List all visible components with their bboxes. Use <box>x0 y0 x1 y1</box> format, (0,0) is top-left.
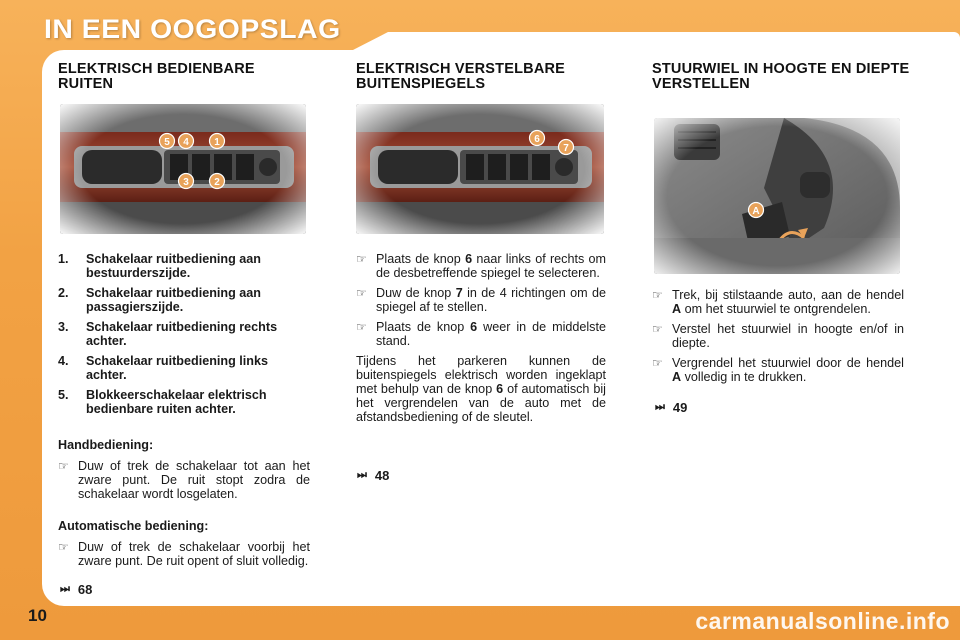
switch-list <box>58 252 310 416</box>
bullet-item: ☞ Plaats de knop 6 naar links of rechts om de desbetreffende spiegel te selecteren. <box>356 252 606 280</box>
page-title: IN EEN OOGOPSLAG <box>44 14 341 44</box>
callout-label: A <box>752 206 760 217</box>
windows-text <box>58 252 310 572</box>
callout-label: 2 <box>214 177 220 188</box>
pointing-hand-icon: ☞ <box>356 286 367 300</box>
folding-paragraph: Tijdens het parkeren kunnen de buitenspiegels elektrisch worden ingeklapt met behulp van de knop 6 of automatisch bij het vergrendelen van de auto met de afstandsbediening of de sleutel. <box>356 354 606 424</box>
callout-label: 3 <box>183 177 189 188</box>
pointing-hand-icon: ☞ <box>356 252 367 266</box>
column-mirrors <box>356 62 606 92</box>
list-item: 5. Blokkeerschakelaar elektrisch bedienbare ruiten achter. <box>58 388 267 416</box>
pointing-hand-icon: ☞ <box>356 320 367 334</box>
column-steering <box>652 62 912 92</box>
fast-forward-icon: ⏭ <box>357 469 367 481</box>
callout-label: 5 <box>164 137 170 148</box>
bullet-item: ☞ Plaats de knop 6 weer in de middelste stand. <box>356 320 606 348</box>
page-reference[interactable]: ⏭ 48 <box>357 468 390 483</box>
mirror-switch-panel-photo <box>356 104 604 234</box>
bullet-item: ☞ Duw of trek de schakelaar tot aan het zware punt. De ruit stopt zodra de schakelaar wordt losgelaten. <box>58 459 310 501</box>
list-item: 1. Schakelaar ruitbediening aan bestuurderszijde. <box>58 252 261 280</box>
column-heading: ELEKTRISCH BEDIENBARE RUITEN <box>58 61 255 92</box>
steering-column-lever-photo <box>654 118 900 274</box>
pointing-hand-icon: ☞ <box>652 288 663 302</box>
page-reference[interactable]: ⏭ 49 <box>655 400 688 415</box>
mirrors-text <box>356 252 606 424</box>
watermark: carmanualsonline.info <box>695 608 950 634</box>
pointing-hand-icon: ☞ <box>58 459 69 473</box>
pointing-hand-icon: ☞ <box>58 540 69 554</box>
page-reference[interactable]: ⏭ 68 <box>60 582 93 597</box>
list-item: 4. Schakelaar ruitbediening links achter. <box>58 354 268 382</box>
column-heading: STUURWIEL IN HOOGTE EN DIEPTE VERSTELLEN <box>652 61 910 92</box>
pointing-hand-icon: ☞ <box>652 356 663 370</box>
callout-label: 7 <box>563 143 569 154</box>
callout-label: 1 <box>214 137 220 148</box>
callout-label: 6 <box>534 134 540 145</box>
fast-forward-icon: ⏭ <box>60 583 70 595</box>
page-number: 10 <box>28 606 47 625</box>
column-windows <box>58 62 308 92</box>
bullet-item: ☞ Trek, bij stilstaande auto, aan de hendel A om het stuurwiel te ontgrendelen. <box>652 288 904 316</box>
fast-forward-icon: ⏭ <box>655 401 665 413</box>
bullet-item: ☞ Duw de knop 7 in de 4 richtingen om de spiegel af te stellen. <box>356 286 606 314</box>
bullet-item: ☞ Verstel het stuurwiel in hoogte en/of in diepte. <box>652 322 904 350</box>
manual-heading: Handbediening: <box>58 438 154 452</box>
bullet-item: ☞ Vergrendel het stuurwiel door de hendel A volledig in te drukken. <box>652 356 904 384</box>
steering-text <box>652 288 904 388</box>
list-item: 2. Schakelaar ruitbediening aan passagierszijde. <box>58 286 261 314</box>
pointing-hand-icon: ☞ <box>652 322 663 336</box>
bullet-item: ☞ Duw of trek de schakelaar voorbij het zware punt. De ruit opent of sluit volledig. <box>58 540 310 568</box>
column-heading: ELEKTRISCH VERSTELBARE BUITENSPIEGELS <box>356 61 566 92</box>
auto-heading: Automatische bediening: <box>58 519 209 533</box>
callout-label: 4 <box>183 137 189 148</box>
list-item: 3. Schakelaar ruitbediening rechts achter. <box>58 320 278 348</box>
window-switch-panel-photo <box>60 104 306 234</box>
